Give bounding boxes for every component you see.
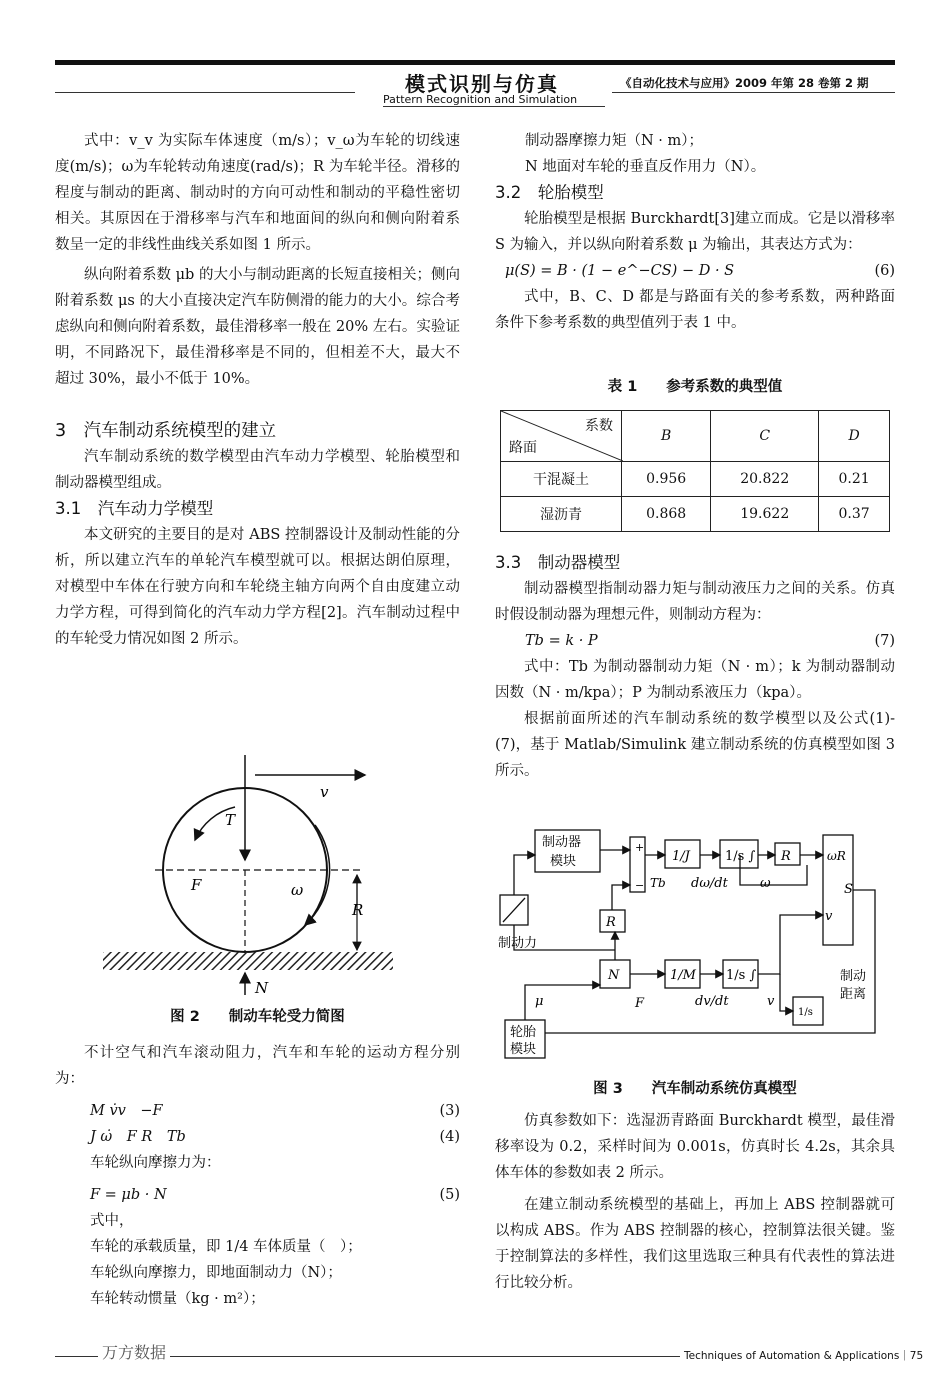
label-N: N xyxy=(255,979,269,997)
right-column-lower xyxy=(495,1108,895,1296)
figure-3-simulink-model xyxy=(495,825,895,1065)
table-header-row xyxy=(501,411,890,462)
header-subtitle-underline xyxy=(383,106,605,107)
fig3-label: ωR xyxy=(827,849,846,863)
table-corner-cell: 系数 路面 xyxy=(501,411,622,462)
figure-2-caption: 图 2 制动车轮受力简图 xyxy=(170,1009,345,1025)
paragraph: 制动器模型指制动器力矩与制动液压力之间的关系。仿真时假设制动器为理想元件，则制动方程为： xyxy=(495,581,895,623)
table-cell: 0.21 xyxy=(819,462,890,497)
table-1-caption: 表 1 参考系数的典型值 xyxy=(607,379,783,395)
paragraph: 本文研究的主要目的是对 ABS 控制器设计及制动性能的分析，所以建立汽车的单轮汽车模型就可以。根据达朗伯原理，对模型中车体在行驶方向和车轮绕主轴方向两个自由度建立动力学方程，可得到简化的汽车动力学方程[2]。汽车制动过程中的车轮受力情况如图 2 所示。 xyxy=(55,527,460,647)
fig3-label: R xyxy=(781,849,791,864)
paragraph: 纵向附着系数 μb 的大小与制动距离的长短直接相关；侧向附着系数 μs 的大小直接决定汽车防侧滑的能力的大小。综合考虑纵向和侧向附着系数，最佳滑移率一般在 20% 左右。实验证明，不同路况下，最佳滑移率是不同的，但相差不大，最大不超过 30%，最小不低于 10%。 xyxy=(55,267,460,387)
label-R: R xyxy=(352,901,364,919)
fig3-plus: + xyxy=(635,841,645,854)
fig3-label: v xyxy=(767,994,775,1009)
table-cell: 0.956 xyxy=(622,462,711,497)
fig3-label: dω/dt xyxy=(691,876,728,891)
footer-page-info: Techniques of Automation & Applications｜75 xyxy=(680,1348,927,1363)
label-v: v xyxy=(320,783,329,801)
paragraph: 轮胎模型是根据 Burckhardt[3]建立而成。它是以滑移率 S 为输入，并以纵向附着系数 μ 为输出，其表达方式为： xyxy=(495,211,895,253)
fig3-label: 1/s xyxy=(798,1007,813,1018)
header-rule xyxy=(55,60,895,65)
header-line-left xyxy=(55,92,355,93)
fig3-label: Tb xyxy=(650,876,666,890)
paragraph: 根据前面所述的汽车制动系统的数学模型以及公式(1)-(7)，基于 Matlab/Simulink 建立制动系统的仿真模型如图 3 所示。 xyxy=(495,711,895,779)
fig3-label: v xyxy=(825,909,833,924)
left-column xyxy=(55,128,460,652)
fig3-minus: − xyxy=(635,879,645,892)
fig3-label: F xyxy=(635,996,645,1011)
table-cell: 20.822 xyxy=(711,462,819,497)
table-row xyxy=(501,462,890,497)
fig3-label: μ xyxy=(535,994,544,1009)
paragraph: 汽车制动系统的数学模型由汽车动力学模型、轮胎模型和制动器模型组成。 xyxy=(55,449,460,491)
subsection-heading: 3.2 轮胎模型 xyxy=(495,183,604,202)
fig3-label: 1/M xyxy=(670,968,696,983)
fig3-label: 模块 xyxy=(550,854,577,869)
fig3-label: 1/s ∫ xyxy=(725,849,756,864)
paragraph: 式中：v_v 为实际车体速度（m/s）；v_ω为车轮的切线速度(m/s)；ω为车轮转动角速度(rad/s)；R 为车轮半径。滑移的程度与制动的距离、制动时的方向可动性和制动的平稳性密切相关。其原因在于滑移率与汽车和地面间的纵向和侧向附着系数呈一定的非线性曲线关系如图 1 所示。 xyxy=(55,133,460,253)
fig3-label: dv/dt xyxy=(695,994,729,1009)
journal-info: 《自动化技术与应用》2009 年第 28 卷第 2 期 xyxy=(620,76,869,90)
text-line: 式中， xyxy=(90,1213,134,1229)
text-line: 车轮纵向摩擦力，即地面制动力（N）； xyxy=(90,1265,342,1281)
paragraph: 仿真参数如下：选湿沥青路面 Burckhardt 模型，最佳滑移率设为 0.2，采样时间为 0.001s，仿真时长 4.2s，其余具体车体的参数如表 2 所示。 xyxy=(495,1113,895,1181)
equation-4: J ω̇ F R Tb (4) xyxy=(90,1129,460,1145)
fig3-label: 1/s ∫ xyxy=(726,968,757,983)
fig3-label: 制动器 xyxy=(542,835,582,850)
fig3-label: 轮胎 xyxy=(510,1025,537,1040)
section-subtitle: Pattern Recognition and Simulation xyxy=(383,93,578,106)
left-column-lower xyxy=(55,1040,460,1312)
table-header-cell: B xyxy=(622,411,711,462)
figure-3-caption: 图 3 汽车制动系统仿真模型 xyxy=(593,1081,797,1097)
text-line: 车轮的承载质量，即 1/4 车体质量（ ）； xyxy=(90,1239,362,1255)
figure-2-wheel-diagram xyxy=(95,755,425,1005)
table-row xyxy=(501,497,890,532)
table-cell: 19.622 xyxy=(711,497,819,532)
table-cell: 0.37 xyxy=(819,497,890,532)
paragraph: 不计空气和汽车滚动阻力，汽车和车轮的运动方程分别为： xyxy=(55,1045,460,1087)
footer-watermark: 万方数据 xyxy=(98,1340,170,1363)
paragraph: 式中，B、C、D 都是与路面有关的参考系数，两种路面条件下参考系数的典型值列于表 1 中。 xyxy=(495,289,895,331)
table-row-label: 干混凝土 xyxy=(501,462,622,497)
fig3-label: 制动 xyxy=(840,969,867,984)
fig3-label: 1/J xyxy=(672,849,690,864)
table-1 xyxy=(500,410,890,532)
section-heading: 3 汽车制动系统模型的建立 xyxy=(55,421,277,441)
text-line: 车轮转动惯量（kg · m²）； xyxy=(90,1291,265,1307)
fig3-label: ω xyxy=(760,876,771,891)
header-line-right xyxy=(612,92,895,93)
section-title: 模式识别与仿真 xyxy=(405,72,559,96)
table-header-cell: D xyxy=(819,411,890,462)
fig3-label: N xyxy=(608,968,620,983)
fig3-label: 模块 xyxy=(510,1042,537,1057)
fig3-label: 距离 xyxy=(840,987,867,1002)
equation-7: Tb = k · P (7) xyxy=(525,633,895,649)
label-T: T xyxy=(225,811,236,829)
label-F: F xyxy=(191,876,202,894)
equation-5: F = μb · N (5) xyxy=(90,1187,460,1203)
text-line: N 地面对车轮的垂直反作用力（N）。 xyxy=(525,159,766,175)
right-column xyxy=(495,128,895,336)
fig3-label: S xyxy=(844,882,853,897)
subsection-heading: 3.3 制动器模型 xyxy=(495,553,621,572)
equation-3: M v̇v −F (3) xyxy=(90,1103,460,1119)
paragraph: 在建立制动系统模型的基础上，再加上 ABS 控制器就可以构成 ABS。作为 ABS 控制器的核心，控制算法很关键。鉴于控制算法的多样性，我们这里选取三种具有代表性的算法进行比较分析。 xyxy=(495,1197,895,1291)
road-surface xyxy=(103,952,393,970)
paragraph: 式中：Tb 为制动器制动力矩（N · m）；k 为制动器制动因数（N · m/kpa）；P 为制动系液压力（kpa）。 xyxy=(495,659,895,701)
right-column-middle xyxy=(495,550,895,784)
equation-6: μ(S) = B · (1 − e^−CS) − D · S (6) xyxy=(505,263,895,279)
text-line: 车轮纵向摩擦力为： xyxy=(90,1155,221,1171)
subsection-heading: 3.1 汽车动力学模型 xyxy=(55,499,214,518)
table-row-label: 湿沥青 xyxy=(501,497,622,532)
label-omega: ω xyxy=(291,881,304,899)
fig3-label: 制动力 xyxy=(498,936,538,951)
text-line: 制动器摩擦力矩（N · m）； xyxy=(525,133,704,149)
table-cell: 0.868 xyxy=(622,497,711,532)
table-header-cell: C xyxy=(711,411,819,462)
fig3-label: R xyxy=(606,915,616,930)
